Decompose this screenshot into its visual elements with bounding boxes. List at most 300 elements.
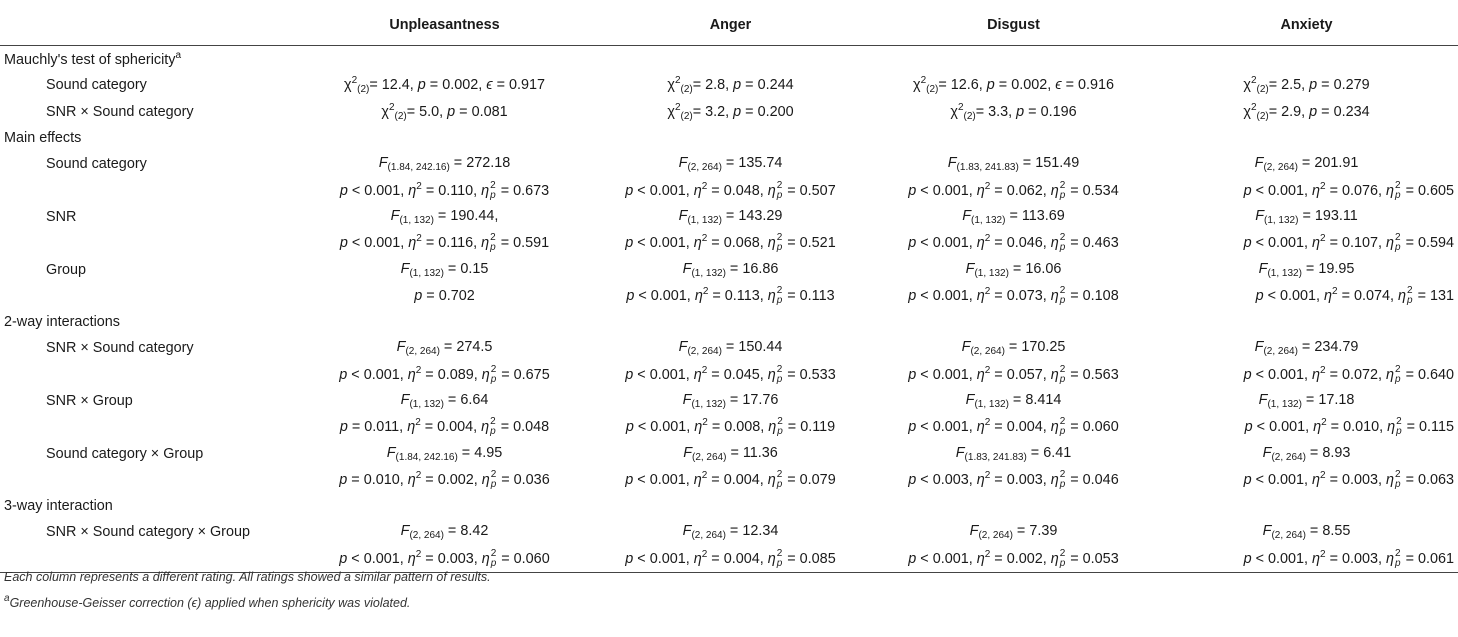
p-symbol: p — [625, 419, 634, 436]
p-symbol: p — [625, 182, 634, 199]
row-label-text: Sound category × Group — [46, 445, 204, 462]
eta-partial-scripts — [491, 470, 497, 490]
eta-partial-scripts — [491, 549, 497, 569]
eta-partial-sub: p — [1059, 189, 1066, 201]
eta-value: = 0.010, — [1326, 419, 1388, 436]
p-value: < 0.003, — [916, 471, 977, 488]
row-label-text: Sound category — [46, 77, 147, 94]
chi-exponent: 2 — [1250, 75, 1257, 87]
f-value: = 17.18 — [1301, 392, 1355, 408]
f-symbol: F — [1262, 523, 1272, 540]
row-label-text: SNR × Group — [46, 393, 133, 409]
eta-value: = 0.048, — [707, 182, 768, 199]
eta-partial-exponent: 2 — [776, 232, 783, 244]
eta-partial-value: = 0.594 — [1401, 235, 1454, 252]
eta-partial-scripts — [1060, 233, 1066, 253]
row-label — [0, 440, 300, 466]
f-value: = 201.91 — [1297, 155, 1359, 172]
empty-label-cell — [0, 177, 300, 203]
eta-partial-symbol: η — [1386, 471, 1395, 488]
empty-cell — [1155, 493, 1458, 519]
p-symbol: p — [339, 550, 348, 567]
f-df: (1.83, 241.83) — [956, 162, 1019, 174]
eta-partial-scripts — [777, 365, 783, 385]
eta-partial-symbol: η — [767, 182, 776, 199]
f-statistic — [872, 519, 1155, 545]
section-title — [0, 309, 300, 335]
eta-partial-sub: p — [776, 479, 783, 490]
header-anger: Anger — [589, 4, 872, 46]
header-disgust: Disgust — [872, 4, 1155, 46]
value-text: = 0.196 — [1024, 103, 1077, 120]
p-value: < 0.001, — [1252, 419, 1314, 436]
eta-partial-sub: p — [776, 557, 783, 569]
eta-exponent: 2 — [1320, 469, 1326, 481]
empty-cell — [872, 125, 1155, 151]
eta-symbol: η — [1312, 550, 1321, 567]
section-title — [0, 46, 300, 73]
f-df: (1, 132) — [1263, 214, 1299, 226]
p-value: < 0.001, — [347, 182, 409, 199]
eta-exponent: 2 — [701, 180, 708, 192]
row-label-text: SNR × Sound category — [46, 340, 194, 357]
eta-partial-exponent: 2 — [1395, 179, 1401, 191]
row-label — [0, 335, 300, 361]
eta-exponent: 2 — [984, 364, 991, 376]
p-value: < 0.001, — [634, 287, 695, 304]
eta-partial-value: = 0.060 — [1066, 419, 1119, 436]
eta-partial-sub: p — [776, 373, 783, 385]
f-symbol: F — [965, 392, 975, 408]
eta-value: = 0.089, — [421, 366, 482, 383]
eta-partial-symbol: η — [481, 419, 490, 436]
eta-exponent: 2 — [984, 548, 991, 560]
f-df: (1, 132) — [970, 214, 1006, 226]
table-row-p — [0, 177, 1458, 203]
mauchly-value — [589, 72, 872, 98]
eta-partial-value: = 131 — [1413, 287, 1454, 304]
f-df: (2, 264) — [687, 346, 722, 358]
f-statistic — [300, 388, 589, 414]
eta-partial-scripts — [777, 549, 783, 569]
p-value: < 0.001, — [633, 235, 694, 252]
eta-partial-sub: p — [1395, 557, 1401, 569]
f-df: (1, 132) — [691, 399, 726, 410]
eta-symbol: η — [1324, 287, 1333, 304]
f-df: (2, 264) — [1271, 530, 1306, 542]
eta-partial-symbol: η — [1386, 550, 1395, 567]
eta-symbol: η — [976, 235, 985, 252]
f-value: = 7.39 — [1012, 523, 1058, 540]
eta-value: = 0.004, — [990, 419, 1051, 436]
f-symbol: F — [1262, 444, 1272, 461]
eta-value: = 0.072, — [1325, 366, 1387, 383]
eta-partial-symbol: η — [768, 419, 777, 436]
eta-value: = 0.008, — [707, 419, 769, 436]
empty-label-cell — [0, 414, 300, 440]
eta-exponent: 2 — [1321, 417, 1327, 429]
f-statistic — [300, 256, 589, 282]
f-value: = 4.95 — [457, 444, 503, 461]
f-statistic — [872, 204, 1155, 230]
eta-partial-sub: p — [490, 557, 497, 569]
f-value: = 19.95 — [1301, 260, 1355, 277]
eta-partial-symbol: η — [1398, 287, 1407, 304]
f-statistic — [1155, 388, 1458, 414]
eta-symbol: η — [407, 419, 416, 436]
empty-cell — [872, 46, 1155, 73]
f-value: = 6.64 — [443, 392, 489, 408]
p-and-effect-size — [300, 230, 589, 256]
f-df: (2, 264) — [1263, 162, 1298, 174]
value-text: = 3.3, — [975, 103, 1017, 120]
eta-partial-exponent: 2 — [776, 363, 783, 375]
eta-partial-sub: p — [1395, 189, 1401, 201]
f-symbol: F — [955, 444, 965, 461]
f-df: (1, 132) — [399, 214, 434, 226]
p-value: < 0.001, — [1251, 366, 1313, 383]
p-and-effect-size — [872, 467, 1155, 493]
value-text: = 0.234 — [1317, 103, 1370, 120]
p-value: < 0.001, — [916, 419, 977, 436]
f-value: = 190.44, — [433, 207, 499, 224]
p-and-effect-size — [1155, 177, 1458, 203]
anova-results-table — [0, 4, 1458, 573]
p-and-effect-size — [589, 414, 872, 440]
eta-value: = 0.004, — [707, 550, 768, 567]
p-value: < 0.001, — [916, 182, 977, 199]
eta-partial-symbol: η — [1050, 471, 1059, 488]
table-body — [0, 46, 1458, 573]
eta-partial-value: = 0.063 — [1401, 471, 1454, 488]
eta-partial-scripts — [490, 181, 496, 201]
eta-partial-value: = 0.605 — [1401, 182, 1454, 199]
eta-partial-symbol: η — [481, 550, 490, 567]
p-symbol: p — [908, 287, 917, 304]
eta-partial-value: = 0.115 — [1402, 419, 1454, 436]
f-df: (1, 132) — [1267, 267, 1302, 279]
empty-cell — [300, 309, 589, 335]
eta-partial-symbol: η — [481, 366, 490, 383]
section-title-text: 3-way interaction — [4, 498, 113, 515]
f-df: (1, 132) — [691, 267, 726, 279]
f-df: (2, 264) — [687, 162, 722, 174]
eta-partial-sub: p — [1059, 242, 1066, 254]
row-label — [0, 256, 300, 282]
eta-symbol: η — [694, 419, 703, 436]
p-and-effect-size — [589, 546, 872, 573]
f-symbol: F — [962, 207, 971, 224]
chi-df: (2) — [680, 84, 693, 96]
eta-partial-symbol: η — [767, 235, 776, 252]
eta-partial-value: = 0.048 — [496, 419, 550, 436]
p-symbol: p — [339, 471, 348, 488]
f-symbol: F — [969, 523, 979, 540]
eta-symbol: η — [693, 550, 702, 567]
eta-partial-symbol: η — [1050, 287, 1059, 304]
f-statistic — [300, 335, 589, 361]
eta-partial-exponent: 2 — [1395, 363, 1401, 375]
eta-partial-symbol: η — [767, 471, 776, 488]
empty-cell — [1155, 125, 1458, 151]
eta-symbol: η — [693, 182, 702, 199]
f-df: (1, 132) — [409, 267, 444, 279]
eta-partial-exponent: 2 — [1059, 363, 1066, 375]
value-text: = 2.8, — [692, 77, 734, 94]
eta-symbol: η — [694, 287, 703, 304]
eta-partial-scripts — [1396, 417, 1402, 437]
p-value: < 0.001, — [1251, 471, 1313, 488]
p-and-effect-size — [589, 362, 872, 388]
f-statistic — [1155, 440, 1458, 466]
eta-symbol: η — [407, 471, 416, 488]
value-text: = 2.5, — [1268, 77, 1310, 94]
eta-partial-exponent: 2 — [776, 547, 783, 559]
p-value: < 0.001, — [633, 419, 695, 436]
f-value: = 16.06 — [1008, 260, 1062, 277]
eta-partial-sub: p — [1059, 373, 1066, 385]
eta-exponent: 2 — [1320, 548, 1326, 560]
p-and-effect-size — [872, 414, 1155, 440]
f-df: (2, 264) — [970, 346, 1005, 358]
empty-cell — [300, 46, 589, 73]
p-and-effect-size — [1155, 362, 1458, 388]
p-symbol: p — [908, 366, 917, 383]
eta-exponent: 2 — [701, 469, 708, 481]
f-value: = 8.55 — [1305, 523, 1351, 540]
empty-cell — [589, 125, 872, 151]
eta-value: = 0.062, — [990, 182, 1051, 199]
table-header-row — [0, 4, 1458, 46]
eta-value: = 0.003, — [1325, 550, 1387, 567]
p-value: < 0.001, — [1263, 287, 1325, 304]
footnote-marker: a — [4, 593, 10, 604]
f-symbol: F — [678, 155, 688, 172]
p-and-effect-size — [300, 414, 589, 440]
p-and-effect-size — [300, 362, 589, 388]
chi-exponent: 2 — [674, 75, 681, 87]
eta-partial-symbol: η — [1050, 550, 1059, 567]
f-statistic — [300, 519, 589, 545]
value-text: = 0.917 — [492, 77, 545, 94]
p-symbol: p — [1309, 103, 1318, 120]
p-symbol: p — [1243, 471, 1252, 488]
epsilon-symbol: ϵ — [1055, 77, 1062, 94]
p-value: < 0.001, — [633, 471, 694, 488]
p-value: < 0.001, — [916, 287, 977, 304]
eta-exponent: 2 — [701, 364, 708, 376]
value-text: = 12.4, — [369, 77, 418, 94]
p-value: < 0.001, — [347, 550, 408, 567]
eta-partial-exponent: 2 — [490, 363, 497, 375]
p-and-effect-size — [872, 177, 1155, 203]
section-title-text: Mauchly's test of sphericity — [4, 52, 176, 69]
f-df: (1.84, 242.16) — [395, 451, 458, 463]
f-df: (1, 132) — [687, 214, 722, 226]
eta-exponent: 2 — [984, 417, 991, 429]
empty-cell — [300, 125, 589, 151]
eta-partial-symbol: η — [767, 287, 776, 304]
f-value: = 12.34 — [725, 523, 779, 540]
p-value: = 0.011, — [347, 419, 408, 436]
f-value: = 234.79 — [1297, 339, 1359, 356]
f-value: = 150.44 — [721, 339, 783, 356]
eta-value: = 0.113, — [708, 287, 768, 304]
p-symbol: p — [625, 550, 634, 567]
eta-partial-symbol: η — [1387, 419, 1396, 436]
f-value: = 17.76 — [725, 392, 779, 408]
p-symbol: p — [1244, 419, 1253, 436]
f-value: = 193.11 — [1298, 207, 1358, 224]
eta-value: = 0.057, — [990, 366, 1051, 383]
f-symbol: F — [1254, 155, 1264, 172]
eta-exponent: 2 — [702, 285, 709, 297]
eta-symbol: η — [693, 471, 702, 488]
eta-partial-scripts — [1060, 181, 1066, 201]
value-text: = 0.002, — [425, 77, 487, 94]
mauchly-value — [872, 72, 1155, 98]
eta-partial-value: = 0.591 — [496, 235, 550, 252]
f-statistic — [1155, 151, 1458, 177]
eta-exponent: 2 — [415, 417, 421, 429]
eta-partial-sub: p — [1395, 242, 1401, 254]
row-label-text: SNR × Sound category — [46, 103, 194, 120]
section-header-row — [0, 493, 1458, 519]
p-and-effect-size — [1155, 414, 1458, 440]
f-statistic — [872, 151, 1155, 177]
f-symbol: F — [682, 523, 692, 540]
eta-value: = 0.003, — [1325, 471, 1387, 488]
section-title-text: Main effects — [4, 130, 82, 147]
p-value: < 0.001, — [1251, 182, 1313, 199]
f-df: (1.84, 242.16) — [387, 162, 450, 174]
eta-partial-value: = 0.533 — [783, 366, 836, 383]
p-and-effect-size — [589, 177, 872, 203]
eta-partial-scripts — [1060, 365, 1066, 385]
chi-symbol: χ — [381, 103, 389, 120]
f-symbol: F — [386, 444, 396, 461]
eta-symbol: η — [976, 471, 985, 488]
eta-partial-sub: p — [1396, 426, 1402, 438]
section-title — [0, 493, 300, 519]
f-statistic — [1155, 256, 1458, 282]
eta-partial-value: = 0.119 — [783, 419, 836, 436]
eta-partial-exponent: 2 — [490, 547, 497, 559]
f-statistic — [589, 519, 872, 545]
p-value: < 0.001, — [347, 366, 408, 383]
table-footnotes — [4, 567, 491, 614]
header-anxiety: Anxiety — [1155, 4, 1458, 46]
eta-partial-sub: p — [1059, 294, 1066, 306]
p-and-effect-size — [1155, 230, 1458, 256]
eta-partial-sub: p — [490, 373, 497, 385]
eta-partial-scripts — [1395, 470, 1401, 490]
eta-partial-value: = 0.673 — [496, 182, 550, 199]
eta-partial-exponent: 2 — [490, 179, 496, 191]
eta-value: = 0.068, — [707, 235, 768, 252]
eta-partial-symbol: η — [1386, 366, 1395, 383]
value-text: = 0.279 — [1317, 77, 1370, 94]
f-symbol: F — [947, 155, 957, 172]
f-value: = 8.414 — [1008, 392, 1062, 408]
table-row-f — [0, 335, 1458, 361]
f-symbol: F — [400, 523, 410, 540]
eta-symbol: η — [1312, 235, 1321, 252]
table-row-p — [0, 467, 1458, 493]
chi-exponent: 2 — [920, 75, 927, 87]
eta-partial-value: = 0.640 — [1401, 366, 1454, 383]
eta-partial-exponent: 2 — [490, 232, 496, 244]
chi-exponent: 2 — [351, 75, 358, 87]
p-value: < 0.001, — [1251, 550, 1313, 567]
eta-partial-exponent: 2 — [776, 179, 783, 191]
eta-value: = 0.004, — [707, 471, 768, 488]
eta-partial-sub: p — [1407, 294, 1413, 306]
p-value: < 0.001, — [916, 366, 977, 383]
eta-symbol: η — [1313, 419, 1322, 436]
chi-symbol: χ — [913, 77, 921, 94]
eta-value: = 0.076, — [1325, 182, 1387, 199]
eta-partial-scripts — [1407, 286, 1413, 306]
table-row — [0, 99, 1458, 125]
eta-exponent: 2 — [1320, 364, 1326, 376]
p-and-effect-size — [872, 230, 1155, 256]
eta-partial-scripts — [490, 417, 496, 437]
table-row-f — [0, 388, 1458, 414]
p-and-effect-size — [300, 467, 589, 493]
f-value: = 16.86 — [725, 260, 779, 277]
eta-exponent: 2 — [702, 417, 708, 429]
eta-exponent: 2 — [415, 548, 422, 560]
eta-value: = 0.002, — [421, 471, 482, 488]
f-df: (1, 132) — [974, 399, 1009, 410]
f-statistic — [300, 204, 589, 230]
p-value: < 0.001, — [633, 550, 694, 567]
eta-partial-symbol: η — [1050, 182, 1059, 199]
eta-partial-value: = 0.036 — [497, 471, 550, 488]
f-value: = 8.42 — [443, 523, 489, 540]
value-text: = 0.200 — [741, 103, 794, 120]
eta-partial-exponent: 2 — [1395, 469, 1401, 480]
empty-cell — [1155, 309, 1458, 335]
f-statistic — [872, 335, 1155, 361]
f-statistic — [589, 256, 872, 282]
f-symbol: F — [678, 207, 688, 224]
p-symbol: p — [908, 419, 917, 436]
eta-partial-exponent: 2 — [1059, 179, 1066, 191]
eta-partial-sub: p — [1395, 479, 1401, 490]
eta-partial-sub: p — [776, 294, 783, 306]
row-label — [0, 151, 300, 177]
mauchly-value — [589, 99, 872, 125]
eta-symbol: η — [1312, 182, 1321, 199]
f-statistic — [1155, 204, 1458, 230]
p-symbol: p — [339, 182, 348, 199]
f-symbol: F — [683, 444, 692, 461]
empty-cell — [589, 46, 872, 73]
eta-symbol: η — [408, 235, 417, 252]
eta-partial-scripts — [1395, 549, 1401, 569]
p-symbol: p — [908, 235, 917, 252]
f-symbol: F — [400, 260, 410, 277]
f-df: (1, 132) — [1267, 399, 1302, 410]
f-value: = 274.5 — [439, 339, 493, 356]
p-and-effect-size — [1155, 467, 1458, 493]
eta-partial-sub: p — [776, 189, 783, 201]
eta-exponent: 2 — [415, 469, 422, 481]
row-label-text: Group — [46, 261, 86, 278]
row-label — [0, 204, 300, 230]
